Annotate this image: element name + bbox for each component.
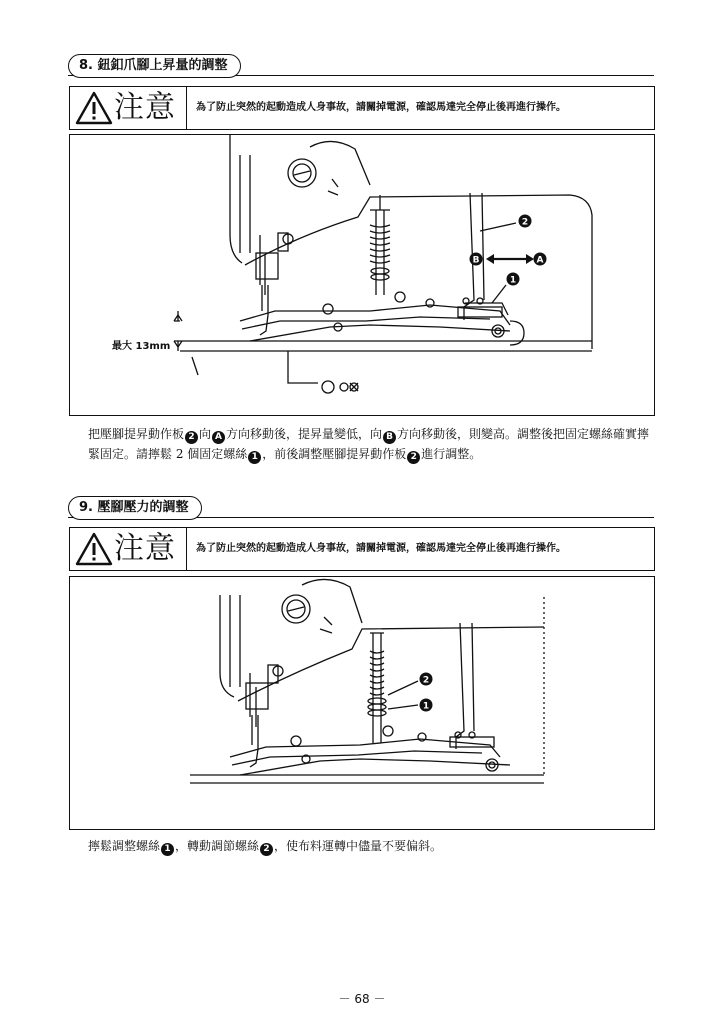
para-9-text-3: ，使布料運轉中儘量不要偏斜。 <box>274 839 443 853</box>
caution-badge <box>70 528 187 570</box>
callout-1 <box>420 699 433 712</box>
callout-2-text: 2 <box>521 217 529 228</box>
para-8-text-2: 向 <box>199 427 212 441</box>
para-8-text-4: 方向移動後，則變高。調整後把固定螺絲確實擰緊固定。請擰鬆 2 個固定螺絲 <box>88 427 650 461</box>
callout-2 <box>420 673 433 686</box>
max-lift-label: 最大 13mm <box>112 341 171 352</box>
callout-a-text: A <box>536 255 544 266</box>
section-8-title: 8. 鈕釦爪腳上昇量的調整 <box>68 54 241 78</box>
para-9-text-1: 擰鬆調整螺絲 <box>88 839 161 853</box>
section-9-title: 9. 壓腳壓力的調整 <box>68 496 202 520</box>
ref-2-marker: 2 <box>260 843 273 856</box>
para-8-text-1: 把壓腳提昇動作板 <box>88 427 185 441</box>
callout-1-text: 1 <box>509 275 517 286</box>
para-8-text-3: 方向移動後，提昇量變低，向 <box>226 427 383 441</box>
presser-pressure-diagram <box>70 577 654 829</box>
callout-b <box>470 253 483 266</box>
para-8-text-5: ，前後調整壓腳提昇動作板 <box>262 447 407 461</box>
section-9-caution-box <box>69 527 655 571</box>
section-9-instructions <box>88 836 658 856</box>
callout-1-text: 1 <box>422 701 430 712</box>
warning-triangle-icon <box>75 532 113 566</box>
page-number: － 68 － <box>338 992 386 1006</box>
caution-label: 注意 <box>114 90 176 125</box>
ref-1-marker: 1 <box>248 451 261 464</box>
caution-label: 注意 <box>114 531 176 566</box>
callout-2-text: 2 <box>422 675 430 686</box>
section-8-caution-box <box>69 86 655 130</box>
callout-1 <box>507 273 520 286</box>
callout-b-text: B <box>472 255 480 266</box>
callout-a <box>534 253 547 266</box>
section-8-figure <box>69 134 655 416</box>
ref-1-marker: 1 <box>161 843 174 856</box>
presser-lift-diagram <box>70 135 654 415</box>
ref-2-marker: 2 <box>185 431 198 444</box>
caution-badge <box>70 87 187 129</box>
caution-text: 為了防止突然的起動造成人身事故，請關掉電源，確認馬達完全停止後再進行操作。 <box>196 543 566 554</box>
section-9-figure <box>69 576 655 830</box>
caution-text: 為了防止突然的起動造成人身事故，請關掉電源，確認馬達完全停止後再進行操作。 <box>196 102 566 113</box>
ref-2b-marker: 2 <box>407 451 420 464</box>
callout-2 <box>519 215 532 228</box>
para-9-text-2: ，轉動調節螺絲 <box>175 839 260 853</box>
ref-a-marker: A <box>212 431 225 444</box>
warning-triangle-icon <box>75 91 113 125</box>
ref-b-marker: B <box>383 431 396 444</box>
para-8-text-6: 進行調整。 <box>421 447 482 461</box>
section-8-instructions <box>88 424 658 464</box>
